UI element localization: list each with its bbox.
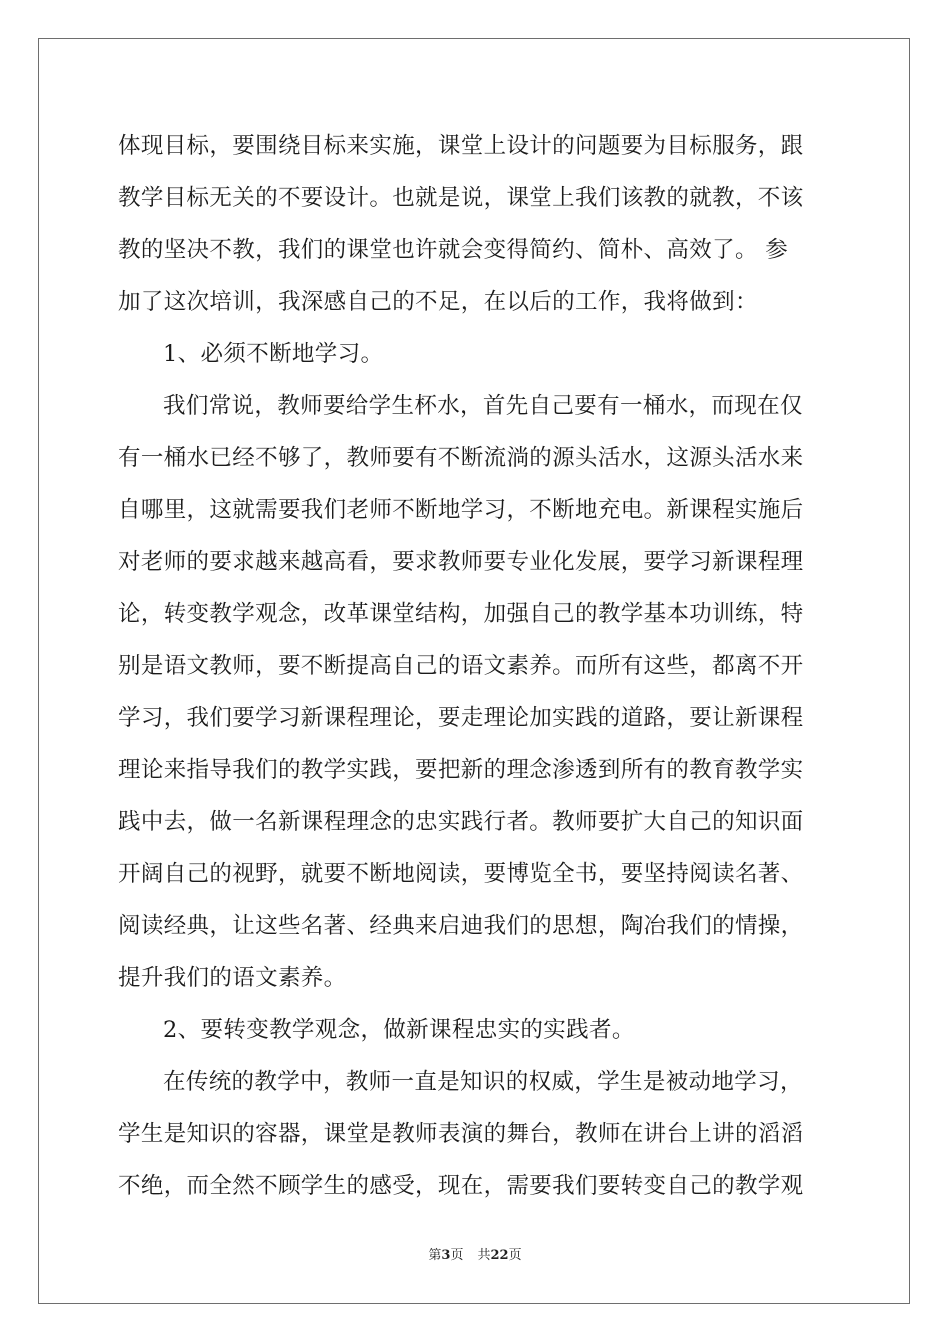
- text-line: 自哪里，这就需要我们老师不断地学习，不断地充电。新课程实施后: [118, 497, 804, 523]
- total-suffix: 页: [508, 1248, 522, 1263]
- text-line: 不绝，而全然不顾学生的感受，现在，需要我们要转变自己的教学观: [118, 1173, 804, 1199]
- page-prefix: 第: [428, 1248, 442, 1263]
- page-footer: [0, 1244, 950, 1263]
- text-line: 体现目标，要围绕目标来实施，课堂上设计的问题要为目标服务，跟: [118, 133, 804, 159]
- text-line: 有一桶水已经不够了，教师要有不断流淌的源头活水，这源头活水来: [118, 445, 804, 471]
- text-line: 别是语文教师，要不断提高自己的语文素养。而所有这些，都离不开: [118, 653, 804, 679]
- text-line: 开阔自己的视野，就要不断地阅读，要博览全书，要坚持阅读名著、: [118, 861, 804, 887]
- total-prefix: 共: [477, 1248, 491, 1263]
- text-line: 我们常说，教师要给学生杯水，首先自己要有一桶水，而现在仅: [163, 393, 803, 419]
- page-suffix: 页: [450, 1248, 464, 1263]
- text-line: 加了这次培训，我深感自己的不足，在以后的工作，我将做到：: [118, 289, 758, 315]
- text-line: 学习，我们要学习新课程理论，要走理论加实践的道路，要让新课程: [118, 705, 804, 731]
- text-line: 提升我们的语文素养。: [118, 965, 347, 991]
- text-line: 对老师的要求越来越高看，要求教师要专业化发展，要学习新课程理: [118, 549, 804, 575]
- text-line: 阅读经典，让这些名著、经典来启迪我们的思想，陶冶我们的情操，: [118, 913, 804, 939]
- text-line: 教的坚决不教，我们的课堂也许就会变得简约、简朴、高效了。 参: [118, 237, 789, 263]
- text-line: 理论来指导我们的教学实践，要把新的理念渗透到所有的教育教学实: [118, 757, 804, 783]
- total-page-count: 22: [490, 1248, 509, 1263]
- current-page-number: 3: [441, 1248, 451, 1263]
- text-line: 学生是知识的容器，课堂是教师表演的舞台，教师在讲台上讲的滔滔: [118, 1121, 804, 1147]
- list-heading: 1、必须不断地学习。: [163, 341, 384, 367]
- text-line: 教学目标无关的不要设计。也就是说，课堂上我们该教的就教，不该: [118, 185, 804, 211]
- text-line: 践中去，做一名新课程理念的忠实践行者。教师要扩大自己的知识面: [118, 809, 804, 835]
- text-line: 在传统的教学中，教师一直是知识的权威，学生是被动地学习，: [163, 1069, 803, 1095]
- text-line: 论，转变教学观念，改革课堂结构，加强自己的教学基本功训练，特: [118, 601, 804, 627]
- list-heading: 2、要转变教学观念，做新课程忠实的实践者。: [163, 1017, 635, 1043]
